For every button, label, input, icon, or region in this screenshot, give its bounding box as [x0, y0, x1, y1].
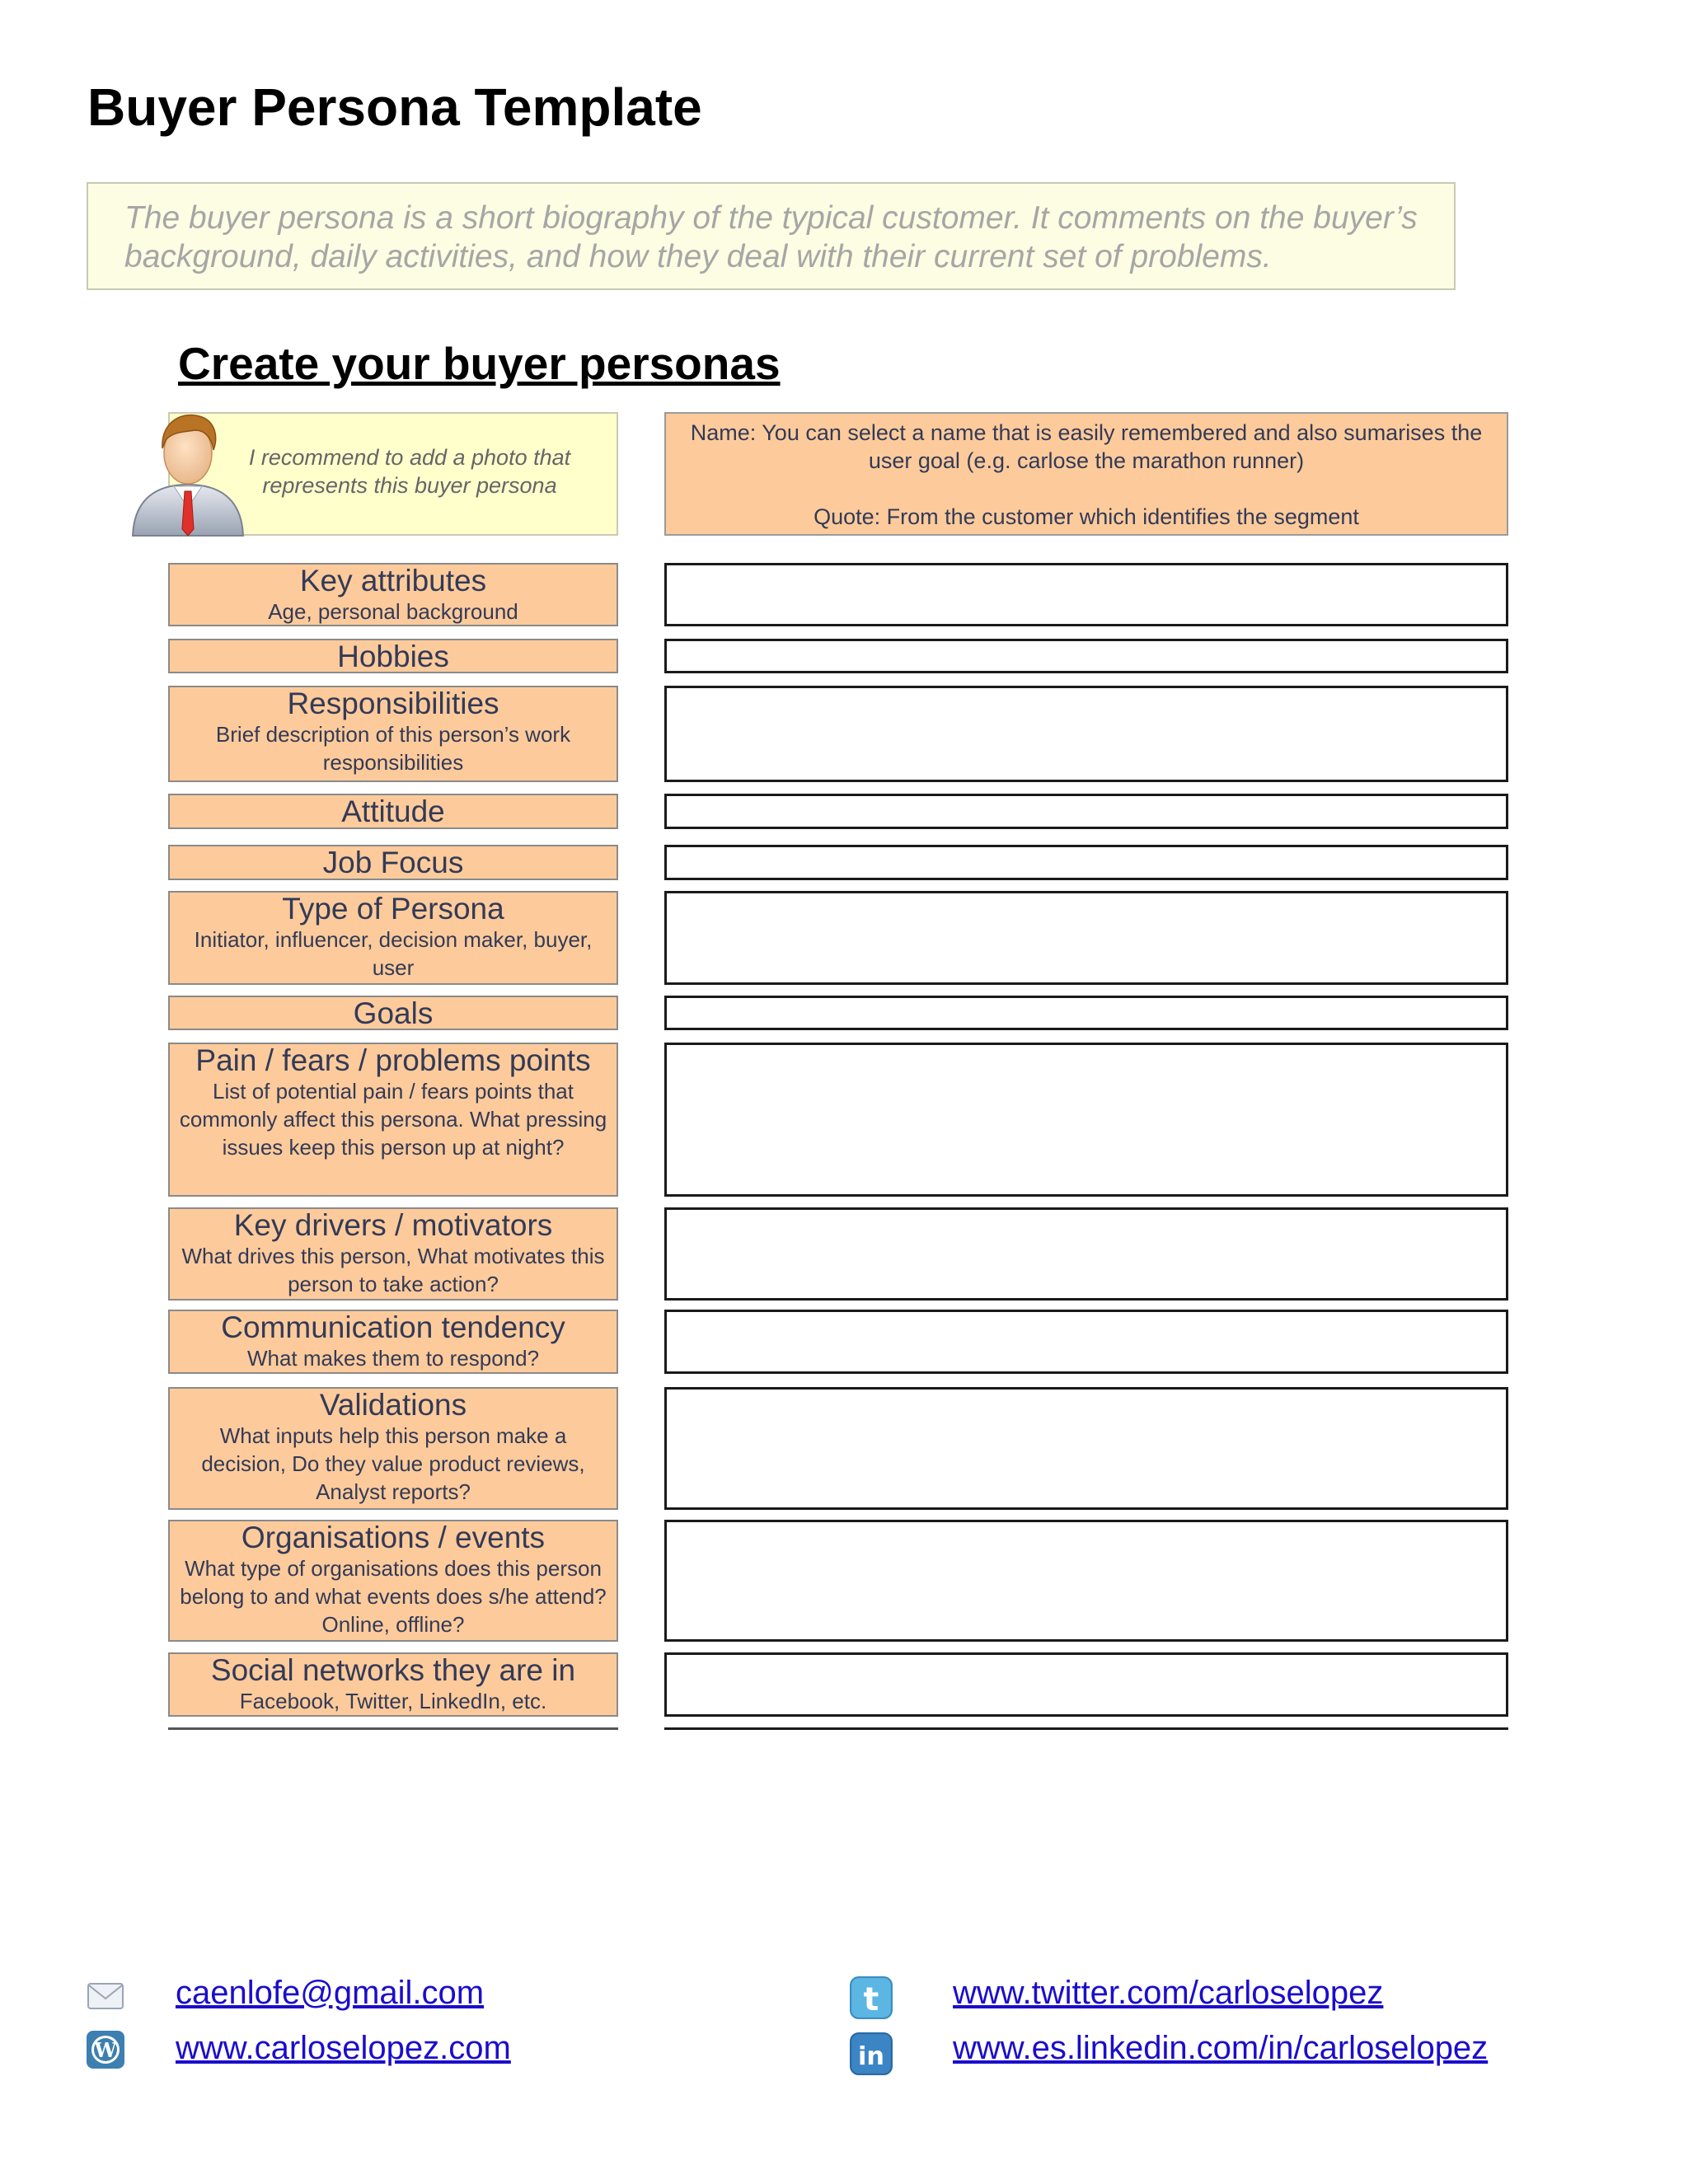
row-label [168, 996, 618, 1030]
row-label [168, 1207, 618, 1301]
row-title: Key attributes [299, 564, 487, 598]
website-link[interactable]: www.carloselopez.com [176, 2030, 511, 2066]
row-description: Facebook, Twitter, LinkedIn, etc. [239, 1689, 547, 1713]
email-link[interactable]: caenlofe@gmail.com [176, 1975, 485, 2011]
row-label [168, 891, 618, 985]
linkedin-icon [850, 2032, 893, 2075]
row-input-box[interactable] [664, 845, 1508, 880]
row-label [168, 1652, 618, 1717]
row-label [168, 1520, 618, 1642]
row-input-box[interactable] [664, 1387, 1508, 1510]
row-input-box[interactable] [664, 1043, 1508, 1197]
row-input-box[interactable] [664, 1652, 1508, 1717]
row-input-box[interactable] [664, 794, 1508, 829]
row-description: What drives this person, What motivates this person to take action? [181, 1244, 605, 1296]
row-description: What makes them to respond? [246, 1346, 540, 1371]
businessman-avatar-icon [126, 405, 250, 537]
row-label [168, 563, 618, 626]
row-input-box[interactable] [664, 639, 1508, 673]
row-description: Initiator, influencer, decision maker, buyer, user [194, 927, 593, 980]
row-title: Attitude [341, 794, 445, 828]
row-title: Type of Persona [282, 892, 504, 926]
mail-icon [86, 1976, 125, 2016]
row-input-box[interactable] [664, 1207, 1508, 1301]
svg-text:in: in [858, 2042, 884, 2071]
row-title: Pain / fears / problems points [195, 1043, 591, 1077]
row-title: Responsibilities [287, 687, 499, 720]
row-title: Hobbies [337, 640, 449, 673]
row-input-box[interactable] [664, 1520, 1508, 1642]
row-input-box[interactable] [664, 1310, 1508, 1374]
row-description: What type of organisations does this person belong to and what events does s/he attend? Online, offline? [180, 1556, 607, 1637]
row-input-box[interactable] [664, 686, 1508, 782]
name-instruction: Name: You can select a name that is easily remembered and also sumarises the user goal (e.g. carlose the marathon runner) [690, 420, 1483, 473]
row-title: Social networks they are in [210, 1653, 576, 1687]
row-label [168, 1387, 618, 1510]
row-description: List of potential pain / fears points that commonly affect this persona. What pressing issues keep this person up at night? [179, 1079, 607, 1160]
row-description: Brief description of this person’s work responsibilities [215, 722, 571, 775]
row-input-box[interactable] [664, 563, 1508, 626]
photo-note: I recommend to add a photo that represents this buyer persona [248, 445, 571, 498]
section-title: Create your buyer personas [178, 338, 781, 389]
left-column-bottom-rule [168, 1727, 618, 1730]
intro-text: The buyer persona is a short biography of the typical customer. It comments on the buyer’s background, daily activities, and how they deal with their current set of problems. [87, 182, 1456, 290]
row-label [168, 1310, 618, 1374]
svg-text:t: t [863, 1981, 879, 2019]
row-input-box[interactable] [664, 891, 1508, 985]
row-title: Key drivers / motivators [233, 1208, 553, 1242]
quote-instruction: Quote: From the customer which identifies the segment [814, 504, 1359, 529]
row-title: Communication tendency [221, 1310, 565, 1344]
row-description: What inputs help this person make a decision, Do they value product reviews, Analyst reports? [201, 1423, 585, 1504]
row-title: Job Focus [322, 846, 464, 879]
row-description: Age, personal background [268, 599, 518, 624]
twitter-icon [850, 1976, 893, 2019]
page-title: Buyer Persona Template [87, 77, 702, 137]
svg-text:W: W [94, 2038, 117, 2062]
row-title: Validations [319, 1388, 467, 1422]
persona-name-box[interactable] [664, 412, 1508, 536]
wordpress-icon [86, 2030, 125, 2069]
row-input-box[interactable] [664, 996, 1508, 1030]
linkedin-link[interactable]: www.es.linkedin.com/in/carloselopez [953, 2030, 1489, 2066]
row-label [168, 1043, 618, 1197]
row-label [168, 845, 618, 880]
twitter-link[interactable]: www.twitter.com/carloselopez [953, 1975, 1384, 2011]
row-title: Organisations / events [241, 1521, 546, 1554]
row-label [168, 794, 618, 829]
row-label [168, 686, 618, 782]
right-column-bottom-rule [664, 1727, 1508, 1730]
row-label [168, 639, 618, 673]
row-title: Goals [353, 996, 434, 1030]
